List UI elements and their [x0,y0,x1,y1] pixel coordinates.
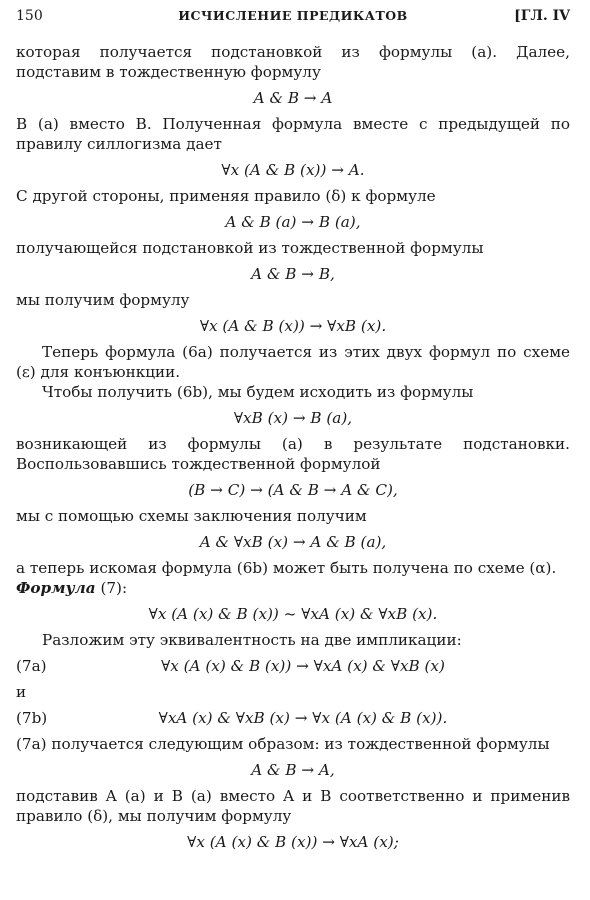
formula: ∀xB (x) → B (a), [233,409,353,427]
running-title: ИСЧИСЛЕНИЕ ПРЕДИКАТОВ [178,8,408,23]
running-header [16,6,570,26]
chapter-mark: [ГЛ. IV [514,8,570,24]
paragraph: мы получим формулу [16,291,190,309]
labeled-formula-7b [16,708,570,728]
paragraph: (7a) получается следующим образом: из тождественной формулы [16,735,550,753]
conjunction-word: и [16,683,27,701]
paragraph: получающейся подстановкой из тождественной формулы [16,239,484,257]
paragraph: мы с помощью схемы заключения получим [16,507,367,525]
paragraph: возникающей из формулы (a) в результате подстановки. Воспользовавшись тождественной формулой [16,435,570,473]
formula: (B → C) → (A & B → A & C), [188,481,398,499]
paragraph: B (a) вместо B. Полученная формула вместе с предыдущей по правилу силлогизма дает [16,115,570,153]
paragraph: а теперь искомая формула (6b) может быть получена по схеме (α). [16,559,557,577]
formula: ∀xA (x) & ∀xB (x) → ∀x (A (x) & B (x)). [158,709,448,727]
formula: A & B (a) → B (a), [225,213,361,231]
paragraph: подставив A (a) и B (a) вместо A и B соответственно и применив правило (δ), мы получим формулу [16,787,570,825]
formula: ∀x (A (x) & B (x)) → ∀xA (x); [187,833,399,851]
paragraph: С другой стороны, применяя правило (δ) к формуле [16,187,436,205]
formula: A & B → A, [251,761,335,779]
paragraph: Разложим эту эквивалентность на две импликации: [42,631,462,649]
formula: ∀x (A & B (x)) → A. [221,161,365,179]
header-spacer [16,26,570,27]
formula: A & ∀xB (x) → A & B (a), [199,533,387,551]
page-number: 150 [16,8,43,24]
formula-7-heading [16,578,570,598]
formula-number: (7): [100,579,128,597]
formula: A & B → B, [251,265,335,283]
paragraph: которая получается подстановкой из формулы (a). Далее, подставим в тождественную формулу [16,43,570,81]
paragraph: Теперь формула (6a) получается из этих двух формул по схеме (ε) для конъюнкции. [16,343,570,381]
formula-label: Формула [16,579,96,597]
labeled-formula-7a [16,656,570,676]
formula: ∀x (A (x) & B (x)) ~ ∀xA (x) & ∀xB (x). [148,605,438,623]
formula-label: (7b) [16,709,48,727]
formula-label: (7a) [16,657,47,675]
formula: ∀x (A & B (x)) → ∀xB (x). [199,317,387,335]
formula: ∀x (A (x) & B (x)) → ∀xA (x) & ∀xB (x) [161,657,445,675]
formula: A & B → A [253,89,333,107]
paragraph: Чтобы получить (6b), мы будем исходить из формулы [42,383,474,401]
